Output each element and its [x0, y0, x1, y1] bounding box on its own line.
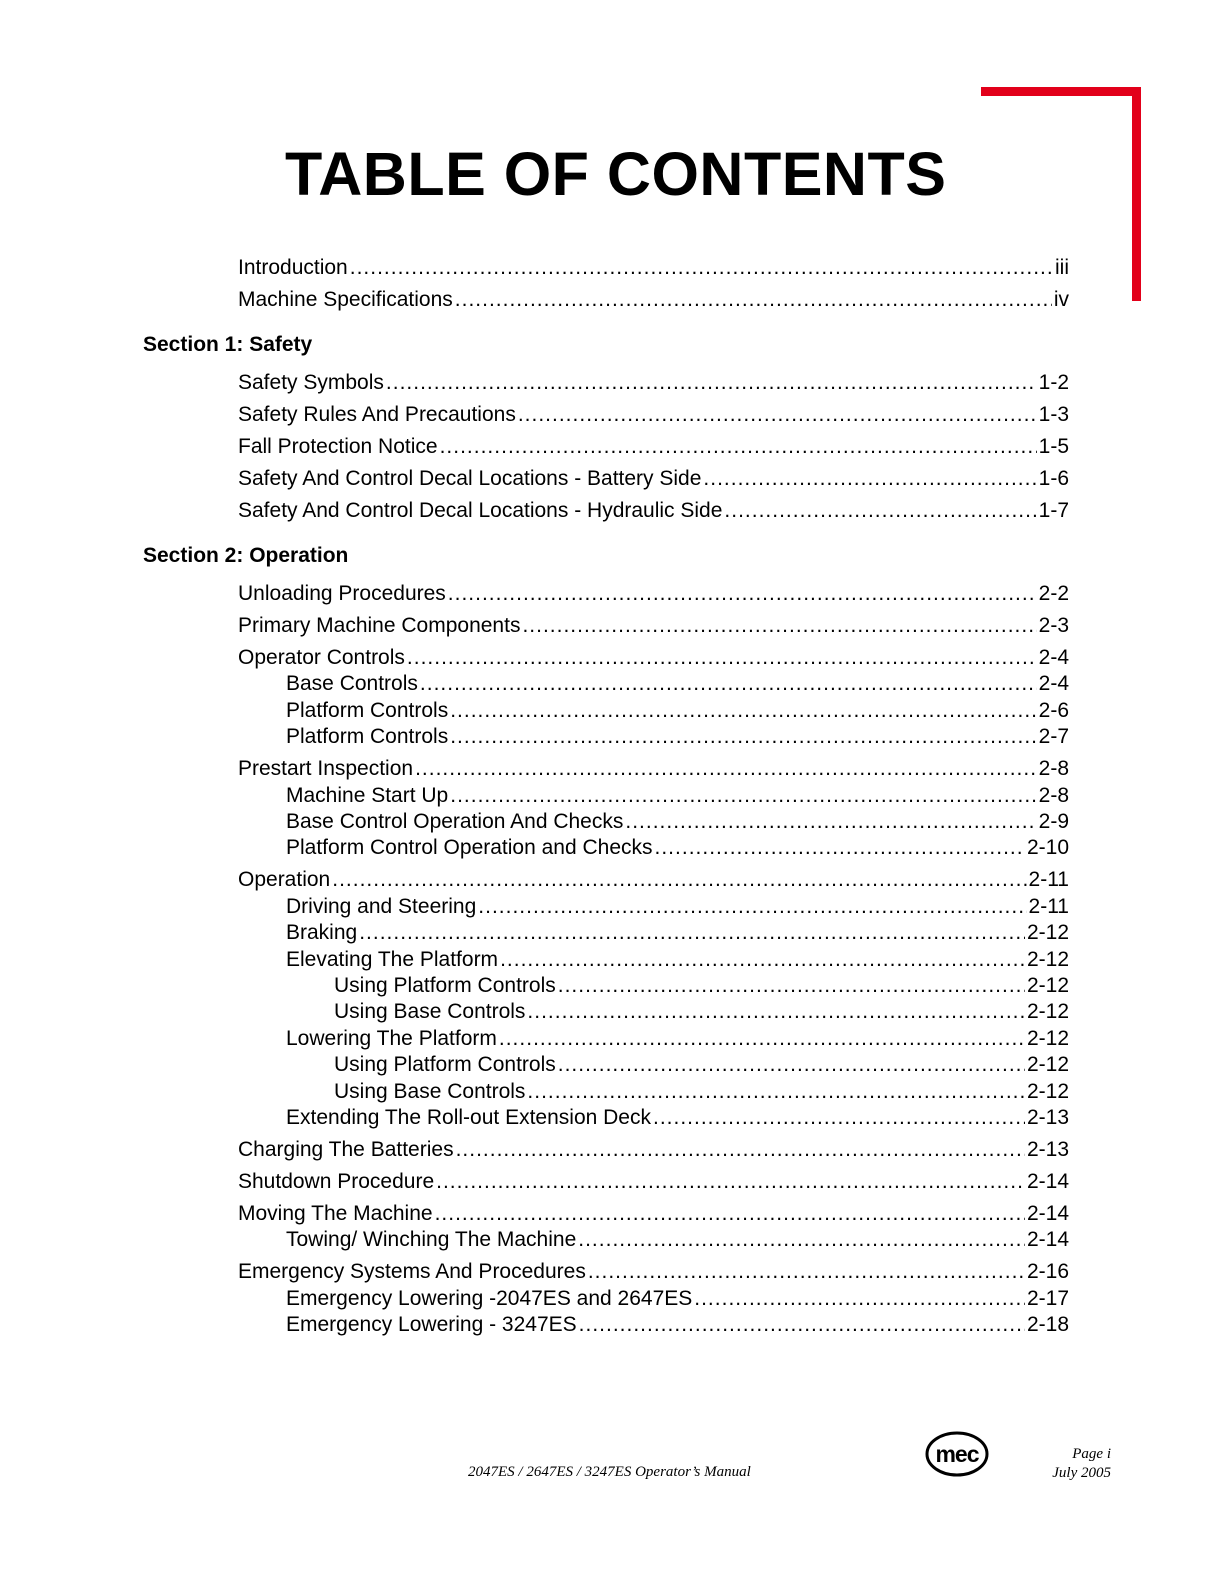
dot-leader [724, 498, 1036, 524]
toc-entry-label: Elevating The Platform [286, 947, 499, 971]
toc-entry-label: Fall Protection Notice [238, 435, 438, 458]
toc-entry[interactable] [286, 1286, 1069, 1312]
toc-entry-page: 2-3 [1038, 614, 1069, 637]
dot-leader [500, 947, 1025, 973]
toc-entry[interactable] [286, 1312, 1069, 1338]
toc-entry-label: Operator Controls [238, 646, 405, 669]
toc-entry-page: 1-6 [1038, 467, 1069, 490]
dot-leader [499, 1026, 1025, 1052]
dot-leader [518, 402, 1037, 428]
toc-entry-label: Emergency Lowering - 3247ES [286, 1313, 577, 1337]
toc-entry[interactable] [286, 783, 1069, 809]
dot-leader [653, 1105, 1025, 1131]
toc-entry-label: Safety Symbols [238, 371, 384, 394]
toc-entry-page: 2-14 [1026, 1170, 1069, 1193]
toc-entry-page: 2-12 [1026, 1026, 1069, 1050]
toc-entry-label: Base Controls [286, 672, 418, 696]
toc-entry-page: 2-9 [1038, 810, 1069, 833]
dot-leader [558, 1052, 1025, 1078]
toc-entry-label: Emergency Lowering -2047ES and 2647ES [286, 1286, 693, 1310]
toc-entry-label: Platform Controls [286, 698, 449, 722]
dot-leader [450, 724, 1036, 750]
toc-entry-label: Using Base Controls [334, 1079, 526, 1103]
toc-entry-label: Primary Machine Components [238, 614, 521, 637]
toc-entry-label: Safety Rules And Precautions [238, 403, 516, 426]
toc-entry[interactable] [238, 370, 1069, 396]
page-number: Page i [1072, 1446, 1111, 1462]
toc-entry-label: Safety And Control Decal Locations - Hydraulic Side [238, 499, 723, 522]
toc-entry[interactable] [286, 1026, 1069, 1052]
toc-entry-label: Braking [286, 921, 358, 945]
dot-leader [386, 370, 1037, 396]
toc-entry-page: 2-12 [1026, 921, 1069, 945]
toc-entry[interactable] [286, 920, 1069, 946]
toc-entry-label: Introduction [238, 256, 348, 279]
toc-entry-label: Moving The Machine [238, 1202, 433, 1225]
dot-leader [450, 698, 1036, 724]
toc-entry-page: 2-2 [1038, 582, 1069, 605]
footer-manual-title: 2047ES / 2647ES / 3247ES Operator’s Manual [468, 1464, 751, 1480]
toc-entry-label: Prestart Inspection [238, 757, 414, 781]
toc-entry-label: Machine Specifications [238, 288, 453, 311]
toc-entry[interactable] [238, 645, 1069, 671]
toc-entry-page: 2-12 [1026, 947, 1069, 971]
toc-entry-label: Platform Control Operation and Checks [286, 836, 653, 860]
logo-text: mec [935, 1441, 979, 1467]
toc-entry[interactable] [286, 1227, 1069, 1253]
toc-entry-label: Extending The Roll-out Extension Deck [286, 1106, 651, 1129]
toc-entry[interactable] [238, 434, 1069, 460]
toc-entry[interactable] [286, 947, 1069, 973]
toc-entry-page: 2-17 [1026, 1286, 1069, 1310]
dot-leader [694, 1286, 1025, 1312]
toc-entry[interactable] [334, 973, 1069, 999]
toc-entry-page: 2-4 [1038, 672, 1069, 696]
toc-entry-page: 2-14 [1026, 1228, 1069, 1252]
dot-leader [415, 756, 1037, 782]
toc-entry[interactable] [238, 402, 1069, 428]
dot-leader [332, 867, 1026, 893]
dot-leader [407, 645, 1037, 671]
toc-entry[interactable] [238, 255, 1069, 281]
toc-entry-page: 2-10 [1026, 836, 1069, 860]
dot-leader [456, 1137, 1025, 1163]
toc-entry[interactable] [286, 894, 1069, 920]
toc-entry-page: 2-18 [1026, 1313, 1069, 1337]
dot-leader [527, 1079, 1025, 1105]
toc-entry-page: 2-16 [1026, 1260, 1069, 1284]
toc-entry-label: Operation [238, 868, 331, 892]
toc-entry-label: Emergency Systems And Procedures [238, 1260, 586, 1284]
toc-entry[interactable] [238, 756, 1069, 782]
dot-leader [450, 783, 1036, 809]
corner-accent-vertical [1132, 87, 1141, 301]
toc-entry-label: Unloading Procedures [238, 582, 446, 605]
toc-entry[interactable] [238, 867, 1069, 893]
toc-entry-page: iii [1055, 256, 1069, 279]
toc-entry[interactable] [238, 1169, 1069, 1195]
toc-entry[interactable] [334, 1079, 1069, 1105]
toc-entry-page: iv [1053, 288, 1069, 311]
dot-leader [448, 581, 1037, 607]
toc-entry-page: 1-3 [1038, 403, 1069, 426]
toc-entry[interactable] [334, 999, 1069, 1025]
toc-entry[interactable] [286, 809, 1069, 835]
toc-entry[interactable] [286, 724, 1069, 750]
toc-entry[interactable] [238, 613, 1069, 639]
toc-entry-label: Towing/ Winching The Machine [286, 1228, 577, 1252]
toc-entry-page: 2-12 [1026, 1053, 1069, 1077]
toc-entry-page: 1-7 [1038, 499, 1069, 522]
footer-page-info [1052, 1445, 1111, 1483]
toc-entry-page: 2-8 [1038, 757, 1069, 781]
toc-entry[interactable] [286, 1105, 1069, 1131]
toc-entry-page: 2-13 [1026, 1138, 1069, 1161]
toc-entry-label: Shutdown Procedure [238, 1170, 435, 1193]
toc-entry-page: 2-14 [1026, 1202, 1069, 1225]
toc-entry[interactable] [238, 466, 1069, 492]
section-heading: Section 2: Operation [143, 544, 349, 567]
mec-logo [925, 1430, 989, 1478]
toc-entry-page: 2-12 [1026, 974, 1069, 997]
publication-date: July 2005 [1052, 1465, 1111, 1481]
dot-leader [578, 1227, 1025, 1253]
dot-leader [420, 671, 1037, 697]
dot-leader [359, 920, 1025, 946]
section-heading: Section 1: Safety [143, 333, 313, 356]
toc-entry-label: Safety And Control Decal Locations - Battery Side [238, 467, 702, 490]
toc-entry-label: Using Platform Controls [334, 1053, 556, 1077]
dot-leader [625, 809, 1036, 835]
dot-leader [436, 1169, 1025, 1195]
toc-entry-label: Charging The Batteries [238, 1138, 454, 1161]
dot-leader [478, 894, 1026, 920]
dot-leader [703, 466, 1036, 492]
toc-entry-page: 2-6 [1038, 698, 1069, 722]
toc-entry[interactable] [238, 498, 1069, 524]
toc-entry-label: Platform Controls [286, 725, 449, 749]
toc-entry-page: 2-12 [1026, 1079, 1069, 1103]
toc-entry[interactable] [238, 287, 1069, 313]
toc-entry-page: 2-4 [1038, 646, 1069, 669]
dot-leader [527, 999, 1025, 1025]
dot-leader [440, 434, 1037, 460]
toc-entry-label: Using Platform Controls [334, 974, 556, 997]
dot-leader [655, 835, 1025, 861]
dot-leader [579, 1312, 1025, 1338]
toc-entry[interactable] [238, 1137, 1069, 1163]
toc-entry-page: 2-12 [1026, 1000, 1069, 1024]
dot-leader [558, 973, 1025, 999]
toc-entry[interactable] [238, 1201, 1069, 1227]
toc-entry[interactable] [238, 1259, 1069, 1285]
toc-entry[interactable] [286, 671, 1069, 697]
toc-entry-label: Machine Start Up [286, 783, 449, 807]
toc-entry-page: 2-7 [1038, 725, 1069, 749]
toc-entry-page: 1-2 [1038, 371, 1069, 394]
page-title: TABLE OF CONTENTS [285, 140, 947, 208]
toc-entry-label: Driving and Steering [286, 894, 477, 918]
toc-entry-page: 1-5 [1038, 435, 1069, 458]
toc-entry-label: Base Control Operation And Checks [286, 810, 624, 833]
toc-entry-page: 2-11 [1028, 868, 1069, 892]
dot-leader [522, 613, 1036, 639]
toc-entry-page: 2-13 [1026, 1106, 1069, 1129]
dot-leader [435, 1201, 1025, 1227]
toc-entry-page: 2-8 [1038, 783, 1069, 807]
dot-leader [455, 287, 1052, 313]
toc-entry-label: Lowering The Platform [286, 1026, 497, 1050]
toc-entry-label: Using Base Controls [334, 1000, 526, 1024]
toc-entry[interactable] [286, 835, 1069, 861]
toc-entry[interactable] [238, 581, 1069, 607]
toc-entry-page: 2-11 [1028, 894, 1069, 918]
dot-leader [588, 1259, 1025, 1285]
dot-leader [350, 255, 1053, 281]
toc-entry[interactable] [334, 1052, 1069, 1078]
corner-accent-horizontal [981, 87, 1141, 96]
toc-entry[interactable] [286, 698, 1069, 724]
